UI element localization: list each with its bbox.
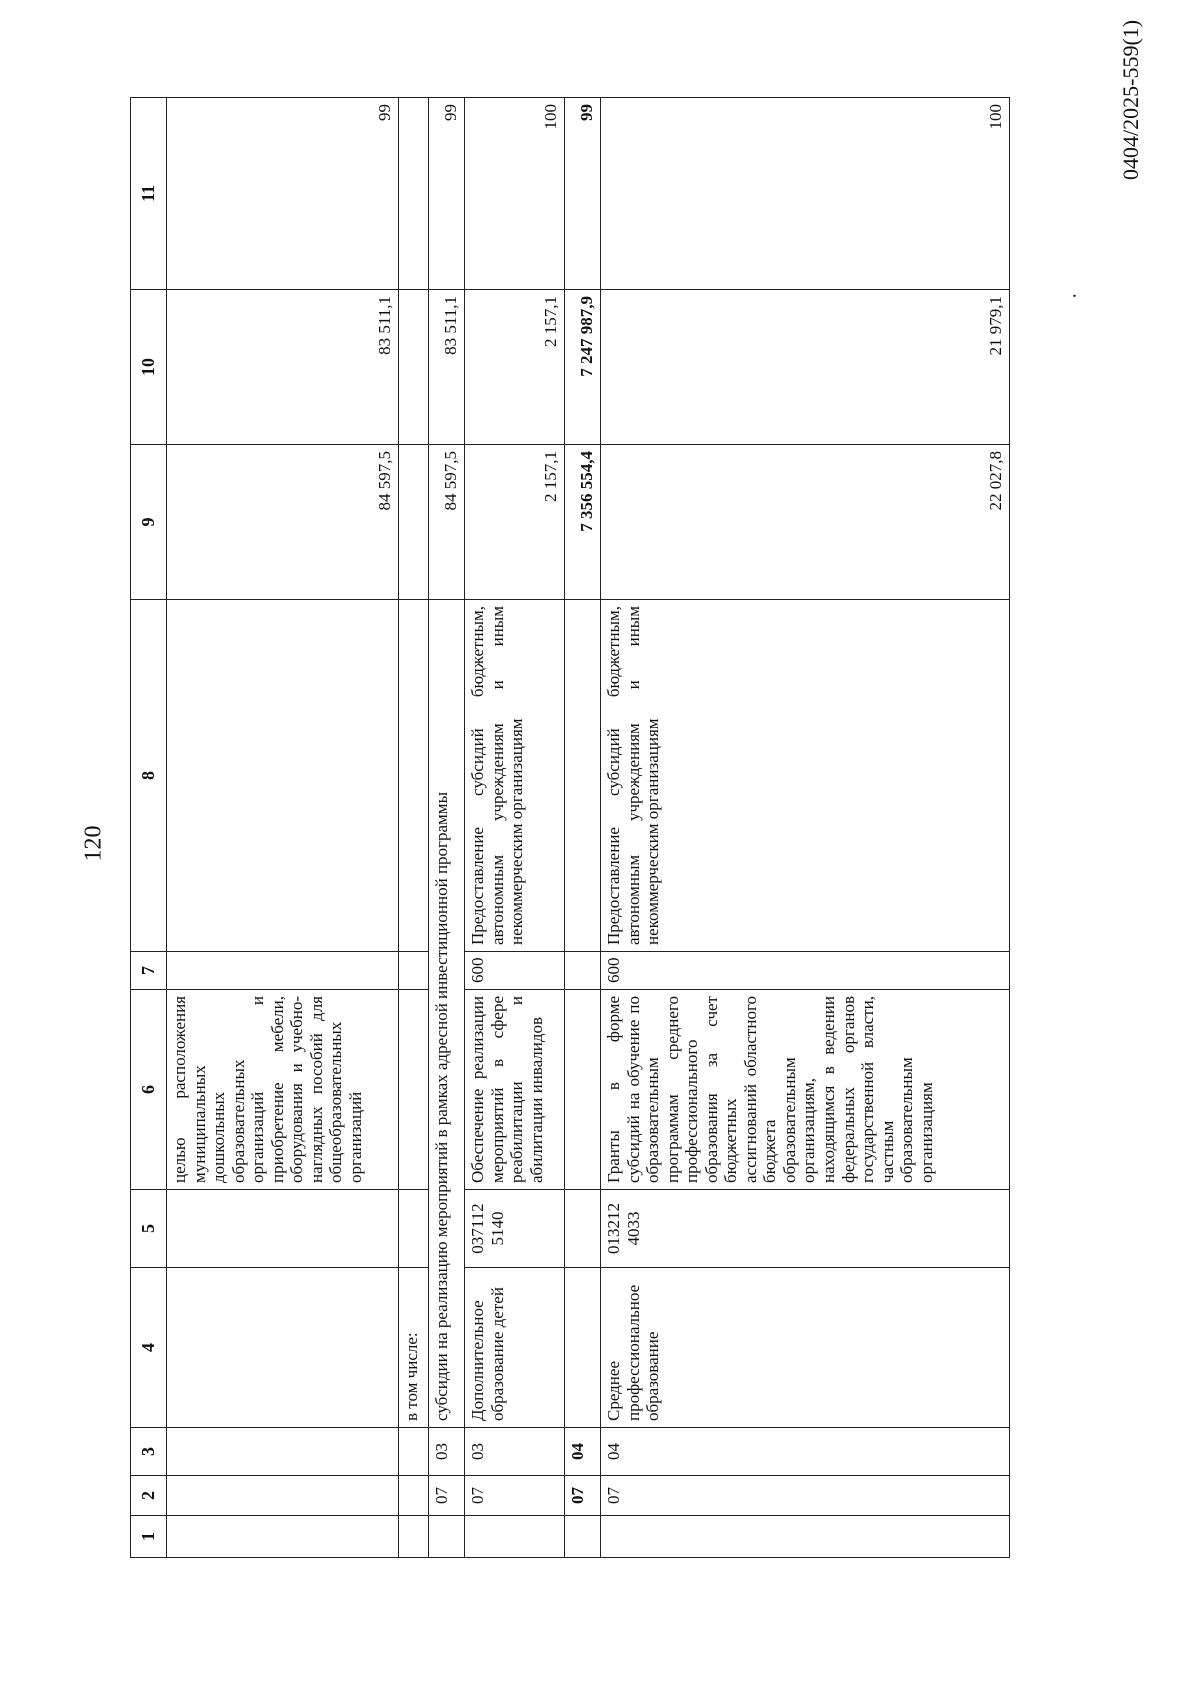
cell-section: 07 [429, 1476, 465, 1516]
cell-expense-type: 600 [601, 952, 1010, 990]
cell-planned: 22 027,8 [601, 445, 1010, 600]
header-cell: 7 [131, 952, 167, 990]
budget-table [130, 97, 1010, 1558]
cell-empty [167, 952, 399, 990]
cell-merged-description: субсидии на реализацию мероприятий в рамках адресной инвестиционной программы [429, 600, 465, 1428]
header-cell: 8 [131, 600, 167, 952]
cell-expense-type-name: Предоставление субсидий бюджетным, автономным учреждениям и иным некоммерческим организациям [465, 600, 565, 952]
cell-empty [399, 1516, 429, 1558]
cell-empty [167, 1516, 399, 1558]
header-cell: 5 [131, 1190, 167, 1268]
table-row [399, 98, 429, 1558]
header-cell: 1 [131, 1516, 167, 1558]
header-cell: 6 [131, 990, 167, 1190]
table-row [167, 98, 399, 1558]
cell-percent: 99 [429, 98, 465, 290]
cell-empty [565, 600, 601, 952]
cell-empty [565, 1516, 601, 1558]
table-row [565, 98, 601, 1558]
cell-target-article: 013212 4033 [601, 1190, 1010, 1268]
cell-planned: 2 157,1 [465, 445, 565, 600]
cell-expense-type-name: Предоставление субсидий бюджетным, автономным учреждениям и иным некоммерческим организациям [601, 600, 1010, 952]
cell-empty [399, 600, 429, 952]
cell-empty [399, 990, 429, 1190]
header-cell: 11 [131, 98, 167, 290]
cell-empty [565, 952, 601, 990]
cell-empty [565, 1268, 601, 1428]
cell-subsection: 03 [465, 1428, 565, 1476]
cell-actual: 2 157,1 [465, 290, 565, 445]
header-cell: 10 [131, 290, 167, 445]
cell-empty [565, 1190, 601, 1268]
cell-empty [399, 952, 429, 990]
cell-actual: 83 511,1 [429, 290, 465, 445]
cell-actual: 83 511,1 [167, 290, 399, 445]
cell-percent: 99 [565, 98, 601, 290]
cell-purpose: Обеспечение реализации мероприятий в сфере реабилитации и абилитации инвалидов [465, 990, 565, 1190]
header-cell: 3 [131, 1428, 167, 1476]
cell-target-article: 037112 5140 [465, 1190, 565, 1268]
table-row [465, 98, 565, 1558]
cell-planned: 7 356 554,4 [565, 445, 601, 600]
cell-empty [429, 1516, 465, 1558]
cell-empty [167, 1268, 399, 1428]
cell-empty [167, 1476, 399, 1516]
cell-empty [399, 1190, 429, 1268]
cell-empty [399, 98, 429, 290]
cell-empty [167, 600, 399, 952]
cell-subsection: 03 [429, 1428, 465, 1476]
cell-empty [399, 1428, 429, 1476]
cell-percent: 100 [601, 98, 1010, 290]
cell-empty [399, 290, 429, 445]
cell-section: 07 [465, 1476, 565, 1516]
cell-subsection: 04 [565, 1428, 601, 1476]
cell-subsection-name: Дополнительное образование детей [465, 1268, 565, 1428]
cell-empty [167, 1428, 399, 1476]
header-cell: 2 [131, 1476, 167, 1516]
cell-empty [465, 1516, 565, 1558]
cell-actual: 21 979,1 [601, 290, 1010, 445]
cell-purpose: целью расположения муниципальных дошкольных образовательных организаций и приобретение мебели, оборудования и учебно-наглядных пособий для общеобразовательных организаций [167, 990, 399, 1190]
cell-subsection-name: Среднее профессиональное образование [601, 1268, 1010, 1428]
cell-purpose: Гранты в форме субсидий на обучение по образовательным программам среднего профессионального образования за счет бюджетных ассигнований областного бюджета образовательным организациям, находящимся в ведении федеральных органов государственной власти, частным образовательным организациям [601, 990, 1010, 1190]
cell-empty [399, 445, 429, 600]
cell-section: 07 [601, 1476, 1010, 1516]
cell-empty [399, 1476, 429, 1516]
header-cell: 9 [131, 445, 167, 600]
cell-expense-type: 600 [465, 952, 565, 990]
cell-actual: 7 247 987,9 [565, 290, 601, 445]
decorative-dot: . [1072, 280, 1077, 302]
cell-subsection: 04 [601, 1428, 1010, 1476]
header-cell: 4 [131, 1268, 167, 1428]
page-number: 120 [80, 825, 107, 862]
cell-empty [601, 1516, 1010, 1558]
cell-section: 07 [565, 1476, 601, 1516]
document-code: 0404/2025-559(1) [1118, 19, 1143, 180]
cell-planned: 84 597,5 [167, 445, 399, 600]
cell-percent: 99 [167, 98, 399, 290]
rotated-table-container [130, 98, 1010, 1558]
cell-empty [565, 990, 601, 1190]
cell-label: в том числе: [399, 1268, 429, 1428]
header-row [131, 98, 167, 1558]
cell-percent: 100 [465, 98, 565, 290]
cell-empty [167, 1190, 399, 1268]
table-row [601, 98, 1010, 1558]
cell-planned: 84 597,5 [429, 445, 465, 600]
table-row [429, 98, 465, 1558]
